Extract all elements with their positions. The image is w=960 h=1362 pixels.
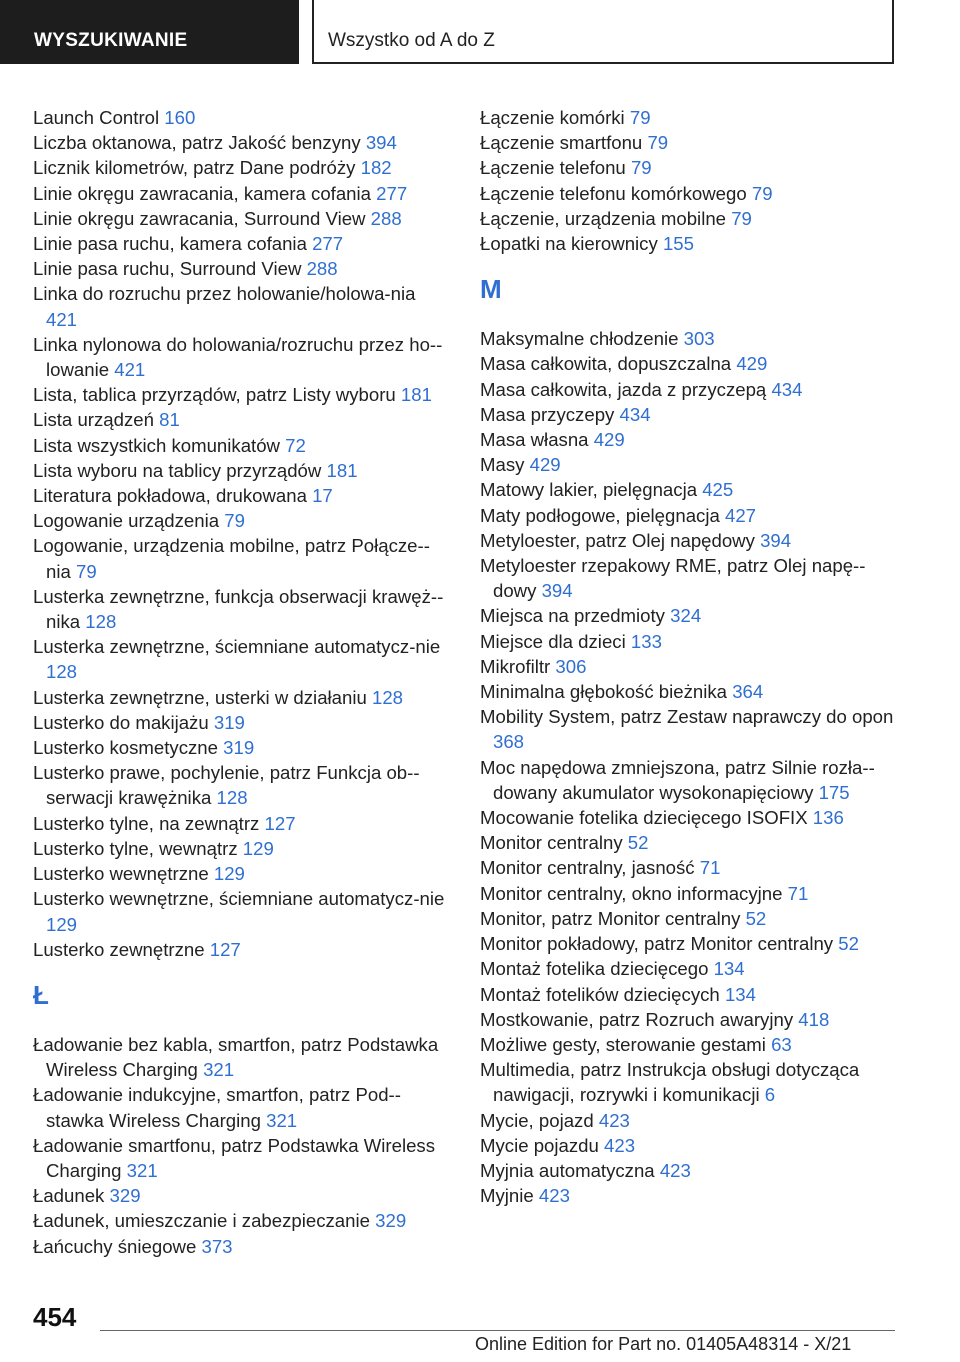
edition-footer: Online Edition for Part no. 01405A48314 - X/21 — [475, 1334, 852, 1354]
index-entry-text: Lista wszystkich komunikatów — [33, 434, 280, 456]
index-entry-text: Lusterko kosmetyczne — [33, 737, 218, 759]
index-entry-text: Możliwe gesty, sterowanie gestami — [480, 1033, 766, 1055]
index-entry — [33, 130, 448, 155]
page-link[interactable]: 81 — [159, 409, 180, 431]
page-link[interactable]: 425 — [702, 479, 734, 501]
page-link[interactable]: 63 — [771, 1033, 792, 1055]
index-entry — [33, 231, 448, 256]
index-entry — [480, 679, 900, 704]
index-entry-text: Matowy lakier, pielęgnacja — [480, 479, 698, 501]
index-entry-text: Licznik kilometrów, patrz Dane podróży — [33, 157, 356, 179]
index-entry-text: Masa całkowita, jazda z przyczepą — [480, 378, 767, 400]
index-entry — [480, 326, 900, 351]
page-link[interactable]: 79 — [630, 157, 652, 179]
page-link[interactable]: 6 — [764, 1084, 776, 1106]
index-entry-text: Ładowanie smartfonu, patrz Podstawka Wireless Charging — [33, 1134, 436, 1181]
index-column-left — [33, 105, 448, 1259]
page-link[interactable]: 423 — [598, 1109, 630, 1131]
index-letter-heading: M — [480, 274, 502, 305]
index-entry — [480, 855, 900, 880]
index-entry — [33, 407, 448, 432]
index-entry-text: Łączenie komórki — [480, 107, 625, 128]
index-entry — [480, 805, 900, 830]
index-entry — [480, 603, 900, 628]
page-link[interactable]: 427 — [724, 504, 757, 526]
index-entry — [480, 1183, 900, 1208]
page-link[interactable]: 321 — [126, 1159, 158, 1181]
page-link[interactable]: 128 — [46, 661, 78, 683]
index-entry-text: Łączenie smartfonu — [480, 132, 643, 154]
page-link[interactable]: 52 — [838, 933, 859, 955]
index-entry — [33, 533, 448, 583]
page-link[interactable]: 175 — [818, 781, 850, 803]
page-link[interactable]: 129 — [46, 913, 78, 935]
index-entry-text: Ładowanie bez kabla, smartfon, patrz Podstawka Wireless Charging — [33, 1033, 439, 1081]
index-entry — [33, 1082, 448, 1132]
index-entry — [480, 351, 900, 376]
page-link[interactable]: 133 — [630, 630, 662, 652]
index-entry-text: Lista, tablica przyrządów, patrz Listy wyboru — [33, 384, 396, 406]
index-entry-text: Monitor centralny, jasność — [480, 857, 695, 879]
index-entry-text: Mocowanie fotelika dziecięcego ISOFIX — [480, 807, 808, 829]
index-entry-text: Ładunek, umieszczanie i zabezpieczanie — [33, 1210, 370, 1232]
index-entry-text: Monitor pokładowy, patrz Monitor centralny — [480, 933, 834, 955]
index-entry-text: Maty podłogowe, pielęgnacja — [480, 504, 720, 526]
index-entry-text: Lusterko do makijażu — [33, 711, 209, 733]
page-link[interactable]: 394 — [541, 580, 573, 602]
page-link[interactable]: 79 — [224, 510, 245, 532]
section-title: WYSZUKIWANIE — [34, 30, 188, 51]
index-entry — [480, 1007, 900, 1032]
index-entry-text: Myjnie — [480, 1185, 534, 1207]
index-entry — [33, 634, 448, 684]
index-entry — [33, 1032, 448, 1082]
index-entry-text: Metyloester rzepakowy RME, patrz Olej napę-dowy — [480, 555, 866, 602]
index-entry-text: Linka do rozruchu przez holowanie/holowa-nia — [33, 283, 416, 305]
index-entry — [480, 830, 900, 855]
page-link[interactable]: 79 — [751, 182, 773, 204]
index-entry-text: Lista urządzeń — [33, 409, 154, 431]
index-entry-text: Mycie, pojazd — [480, 1109, 594, 1131]
index-entry — [480, 452, 900, 477]
index-entry-text: Masy — [480, 454, 525, 476]
index-entry-text: Lusterka zewnętrzne, ściemniane automatycz-nie — [33, 636, 441, 658]
index-entry-text: Ładowanie indukcyjne, smartfon, patrz Pod-stawka Wireless Charging — [33, 1084, 401, 1131]
page-link[interactable]: 329 — [375, 1210, 407, 1232]
index-entry-text: Linka nylonowa do holowania/rozruchu przez ho-lowanie — [33, 333, 443, 381]
index-entry-text: Mobility System, patrz Zestaw naprawczy do opon — [480, 706, 894, 728]
index-entry — [480, 906, 900, 931]
page-link[interactable]: 373 — [201, 1235, 233, 1257]
index-entry-text: Łańcuchy śniegowe — [33, 1235, 197, 1257]
index-entry-text: Linie okręgu zawracania, Surround View — [33, 207, 366, 229]
page-link[interactable]: 72 — [285, 434, 306, 456]
index-entry-text: Launch Control — [33, 107, 160, 128]
index-entry — [480, 1108, 900, 1133]
index-entry-text: Lusterko tylne, na zewnątrz — [33, 812, 260, 834]
index-entry-text: Lusterko zewnętrzne — [33, 938, 205, 960]
index-entry — [33, 1208, 448, 1233]
page-number: 454 — [33, 1302, 77, 1332]
index-entry — [480, 704, 900, 754]
page-link[interactable]: 155 — [662, 233, 694, 255]
index-entry — [480, 956, 900, 981]
index-entry — [33, 1183, 448, 1208]
index-entry — [33, 382, 448, 407]
index-entry-text: Montaż fotelika dziecięcego — [480, 958, 709, 980]
index-entry-text: Mostkowanie, patrz Rozruch awaryjny — [480, 1008, 794, 1030]
page-link[interactable]: 277 — [312, 233, 344, 255]
page-link[interactable]: 429 — [529, 454, 561, 476]
index-entry — [480, 181, 900, 206]
index-entry-text: Miejsce dla dzieci — [480, 630, 626, 652]
index-entry — [33, 1234, 448, 1259]
index-entry — [33, 836, 448, 861]
page-link[interactable]: 129 — [213, 863, 245, 885]
index-entry — [33, 811, 448, 836]
footer-divider — [100, 1330, 895, 1331]
index-entry — [33, 105, 448, 130]
page-link[interactable]: 434 — [771, 378, 803, 400]
index-entry-text: Lista wyboru na tablicy przyrządów — [33, 459, 322, 481]
index-entry-text: Montaż fotelików dziecięcych — [480, 983, 720, 1005]
index-entry — [480, 528, 900, 553]
page-link[interactable]: 423 — [604, 1134, 636, 1156]
index-entry — [33, 760, 448, 810]
page-link[interactable]: 288 — [370, 207, 402, 229]
page-link[interactable]: 394 — [760, 529, 792, 551]
index-entry — [33, 1133, 448, 1183]
page-link[interactable]: 421 — [46, 308, 78, 330]
page-link[interactable]: 79 — [731, 207, 752, 229]
index-entry-text: Moc napędowa zmniejszona, patrz Silnie rozła-dowany akumulator wysokonapięciowy — [480, 756, 875, 803]
index-entry-text: Metyloester, patrz Olej napędowy — [480, 529, 755, 551]
page-link[interactable]: 129 — [242, 837, 274, 859]
index-entry-text: Lusterko prawe, pochylenie, patrz Funkcja ob-serwacji krawężnika — [33, 762, 420, 809]
page-link[interactable]: 418 — [798, 1008, 830, 1030]
page-link[interactable]: 429 — [736, 353, 768, 375]
index-entry — [33, 458, 448, 483]
index-entry-text: Monitor centralny, okno informacyjne — [480, 882, 783, 904]
index-entry — [33, 181, 448, 206]
page-link[interactable]: 277 — [376, 182, 408, 204]
index-entry-text: Łączenie telefonu komórkowego — [480, 182, 747, 204]
section-tab — [0, 0, 299, 64]
index-letter-heading: Ł — [33, 979, 49, 1010]
index-entry-text: Myjnia automatyczna — [480, 1159, 655, 1181]
page-link[interactable]: 52 — [745, 907, 767, 929]
page-link[interactable]: 127 — [264, 812, 296, 834]
page-link[interactable]: 421 — [114, 359, 146, 381]
index-entry — [33, 685, 448, 710]
page-link[interactable]: 329 — [109, 1185, 141, 1207]
index-entry — [33, 584, 448, 634]
index-entry — [33, 508, 448, 533]
page-link[interactable]: 79 — [629, 107, 651, 128]
page-link[interactable]: 128 — [216, 787, 248, 809]
index-entry — [480, 503, 900, 528]
index-entry — [480, 982, 900, 1007]
index-entry-text: Lusterka zewnętrzne, usterki w działaniu — [33, 686, 367, 708]
index-entry-text: Masa własna — [480, 429, 589, 451]
page-link[interactable]: 306 — [555, 655, 587, 677]
index-entry — [33, 433, 448, 458]
page-link[interactable]: 79 — [76, 560, 97, 582]
index-entry-text: Mycie pojazdu — [480, 1134, 599, 1156]
index-entry-text: Monitor, patrz Monitor centralny — [480, 907, 741, 929]
page-link[interactable]: 17 — [312, 485, 333, 507]
index-entry — [480, 1133, 900, 1158]
index-entry-text: Linie pasa ruchu, kamera cofania — [33, 233, 307, 255]
index-entry-text: Linie pasa ruchu, Surround View — [33, 258, 302, 280]
index-entry-text: Logowanie urządzenia — [33, 510, 220, 532]
page-link[interactable]: 128 — [372, 686, 404, 708]
index-entry-text: Lusterka zewnętrzne, funkcja obserwacji krawęż-nika — [33, 585, 444, 633]
page-link[interactable]: 136 — [812, 807, 844, 829]
page-link[interactable]: 71 — [699, 857, 721, 879]
index-entry-text: Logowanie, urządzenia mobilne, patrz Połącze-nia — [33, 535, 430, 582]
index-entry-text: Łopatki na kierownicy — [480, 233, 658, 255]
index-entry-text: Minimalna głębokość bieżnika — [480, 681, 728, 703]
index-entry — [33, 937, 448, 962]
page-link[interactable]: 319 — [213, 711, 245, 733]
page-link[interactable]: 423 — [659, 1159, 691, 1181]
page-link[interactable]: 324 — [670, 605, 702, 627]
index-entry-text: Maksymalne chłodzenie — [480, 328, 679, 350]
index-entry-text: Multimedia, patrz Instrukcja obsługi dotycząca nawigacji, rozrywki i komunikacji — [480, 1059, 860, 1106]
index-entry — [480, 629, 900, 654]
index-entry — [33, 155, 448, 180]
index-entry — [480, 206, 900, 231]
index-entry-text: Monitor centralny — [480, 832, 623, 854]
index-entry-text: Miejsca na przedmioty — [480, 605, 665, 627]
index-entry — [480, 1057, 900, 1107]
page-link[interactable]: 79 — [647, 132, 669, 154]
page-link[interactable]: 364 — [732, 681, 764, 703]
index-entry — [480, 477, 900, 502]
index-entry — [480, 155, 900, 180]
index-entry — [33, 206, 448, 231]
page-link[interactable]: 321 — [203, 1059, 235, 1081]
page-link[interactable]: 182 — [360, 157, 392, 179]
index-entry — [33, 735, 448, 760]
index-entry — [480, 130, 900, 155]
index-entry-text: Liczba oktanowa, patrz Jakość benzyny — [33, 132, 361, 154]
page-link[interactable]: 394 — [365, 132, 397, 154]
index-entry — [480, 881, 900, 906]
index-entry — [480, 931, 900, 956]
page-link[interactable]: 181 — [400, 384, 432, 406]
index-entry — [480, 553, 900, 603]
index-column-right — [480, 105, 900, 1208]
page-link[interactable]: 321 — [266, 1109, 298, 1131]
index-entry-text: Masa całkowita, dopuszczalna — [480, 353, 732, 375]
index-entry — [33, 332, 448, 382]
index-entry-text: Lusterko tylne, wewnątrz — [33, 837, 238, 859]
chapter-title: Wszystko od A do Z — [328, 30, 495, 51]
page-link[interactable]: 134 — [724, 983, 756, 1005]
index-entry — [480, 1158, 900, 1183]
index-entry-text: Literatura pokładowa, drukowana — [33, 485, 307, 507]
index-entry — [480, 377, 900, 402]
index-entry-text: Ładunek — [33, 1185, 105, 1207]
page-link[interactable]: 127 — [209, 938, 241, 960]
index-entry — [33, 861, 448, 886]
index-entry-text: Lusterko wewnętrzne — [33, 863, 209, 885]
index-entry-text: Lusterko wewnętrzne, ściemniane automatycz-nie — [33, 888, 445, 910]
page-link[interactable]: 288 — [306, 258, 338, 280]
index-entry — [33, 710, 448, 735]
index-entry — [33, 256, 448, 281]
page-link[interactable]: 128 — [85, 611, 117, 633]
index-entry — [480, 402, 900, 427]
index-entry — [480, 654, 900, 679]
index-entry — [480, 105, 900, 130]
index-entry-text: Masa przyczepy — [480, 403, 615, 425]
page-link[interactable]: 52 — [627, 832, 649, 854]
index-entry — [480, 427, 900, 452]
index-entry-text: Łączenie, urządzenia mobilne — [480, 207, 727, 229]
page-link[interactable]: 423 — [538, 1185, 570, 1207]
index-entry — [480, 1032, 900, 1057]
index-entry — [33, 886, 448, 936]
page-link[interactable]: 160 — [164, 107, 196, 128]
index-entry — [33, 483, 448, 508]
index-entry — [480, 231, 900, 256]
page-link[interactable]: 303 — [683, 328, 715, 350]
index-entry-text: Mikrofiltr — [480, 655, 551, 677]
page-link[interactable]: 71 — [787, 882, 809, 904]
index-entry — [33, 281, 448, 331]
index-entry — [480, 755, 900, 805]
page-link[interactable]: 319 — [223, 737, 255, 759]
page-link[interactable]: 181 — [326, 459, 358, 481]
page-link[interactable]: 368 — [493, 731, 525, 753]
page-link[interactable]: 434 — [619, 403, 651, 425]
page-link[interactable]: 134 — [713, 958, 745, 980]
chapter-header — [312, 0, 894, 64]
index-entry-text: Łączenie telefonu — [480, 157, 626, 179]
page-link[interactable]: 429 — [593, 429, 625, 451]
index-entry-text: Linie okręgu zawracania, kamera cofania — [33, 182, 371, 204]
